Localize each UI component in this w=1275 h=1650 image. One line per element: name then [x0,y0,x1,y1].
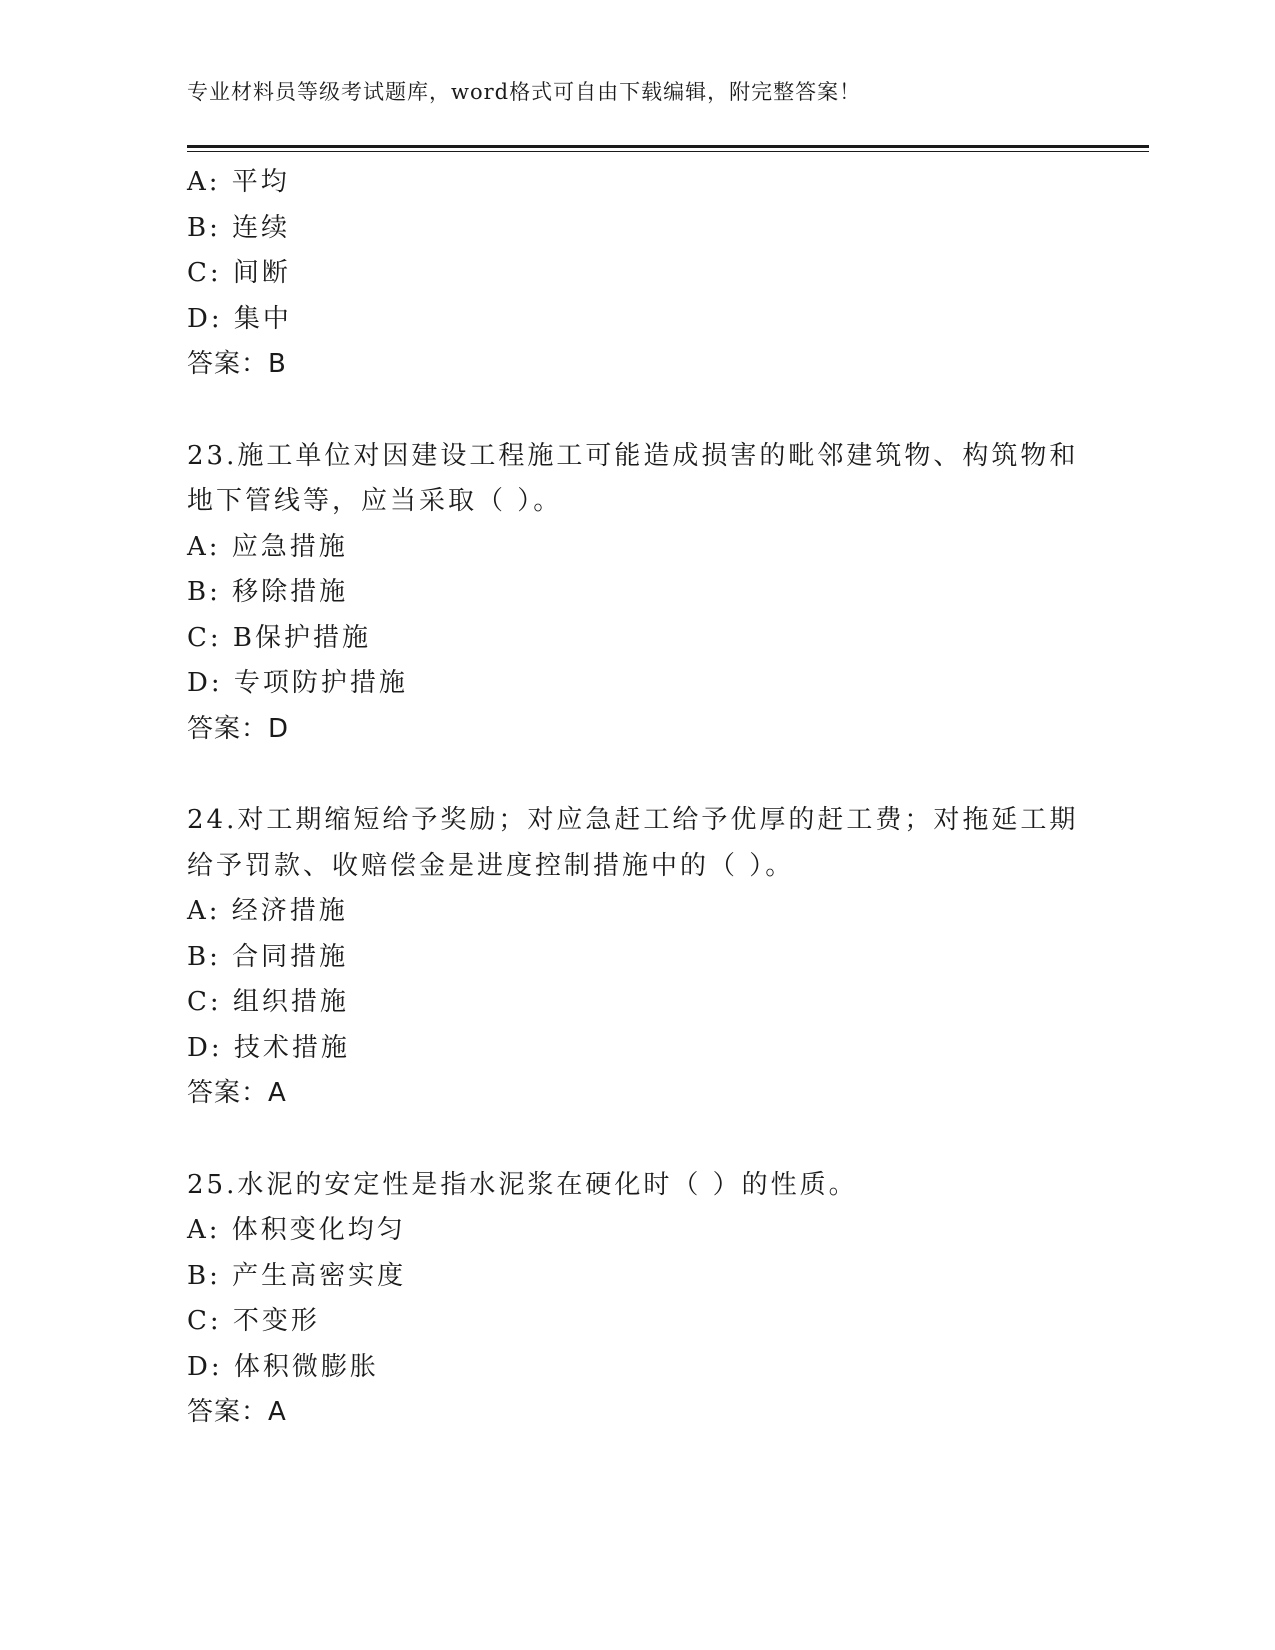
question-stem: 23.施工单位对因建设工程施工可能造成损害的毗邻建筑物、构筑物和 [187,440,1079,471]
question-stem: 24.对工期缩短给予奖励；对应急赶工给予优厚的赶工费；对拖延工期 [187,805,1079,835]
page-header: 专业材料员等级考试题库，word格式可自由下载编辑，附完整答案！ [187,80,862,104]
option-a: A: 平均 [187,167,290,197]
option-c: C: B保护措施 [187,622,372,653]
option-c: C: 间断 [187,258,291,288]
question-stem: 25.水泥的安定性是指水泥浆在硬化时（ ）的性质。 [187,1169,858,1200]
answer-line: 答案：B [187,349,287,379]
header-divider-thin [187,151,1149,152]
question-list [187,160,1087,1436]
option-a: A: 体积变化均匀 [187,1215,406,1245]
option-a: A: 经济措施 [187,896,348,926]
question-24 [187,798,1087,1117]
option-d: D: 技术措施 [187,1032,350,1063]
question-stem-continued: 给予罚款、收赔偿金是进度控制措施中的（ ）。 [187,850,795,881]
option-d: D: 集中 [187,303,292,334]
answer-line: 答案：D [187,713,290,744]
option-b: B: 合同措施 [187,941,349,972]
option-b: B: 产生高密实度 [187,1260,407,1291]
option-a: A: 应急措施 [187,531,348,562]
question-22 [187,160,1087,388]
header-divider-thick [187,145,1149,148]
option-d: D: 专项防护措施 [187,668,408,698]
answer-line: 答案：A [187,1397,287,1427]
option-c: C: 不变形 [187,1306,320,1336]
option-b: B: 移除措施 [187,577,349,607]
question-23 [187,434,1087,753]
option-c: C: 组织措施 [187,987,349,1017]
question-25 [187,1163,1087,1436]
answer-line: 答案：A [187,1078,287,1108]
option-d: D: 体积微膨胀 [187,1351,379,1382]
question-stem-continued: 地下管线等，应当采取（ ）。 [187,486,563,516]
option-b: B: 连续 [187,212,291,243]
